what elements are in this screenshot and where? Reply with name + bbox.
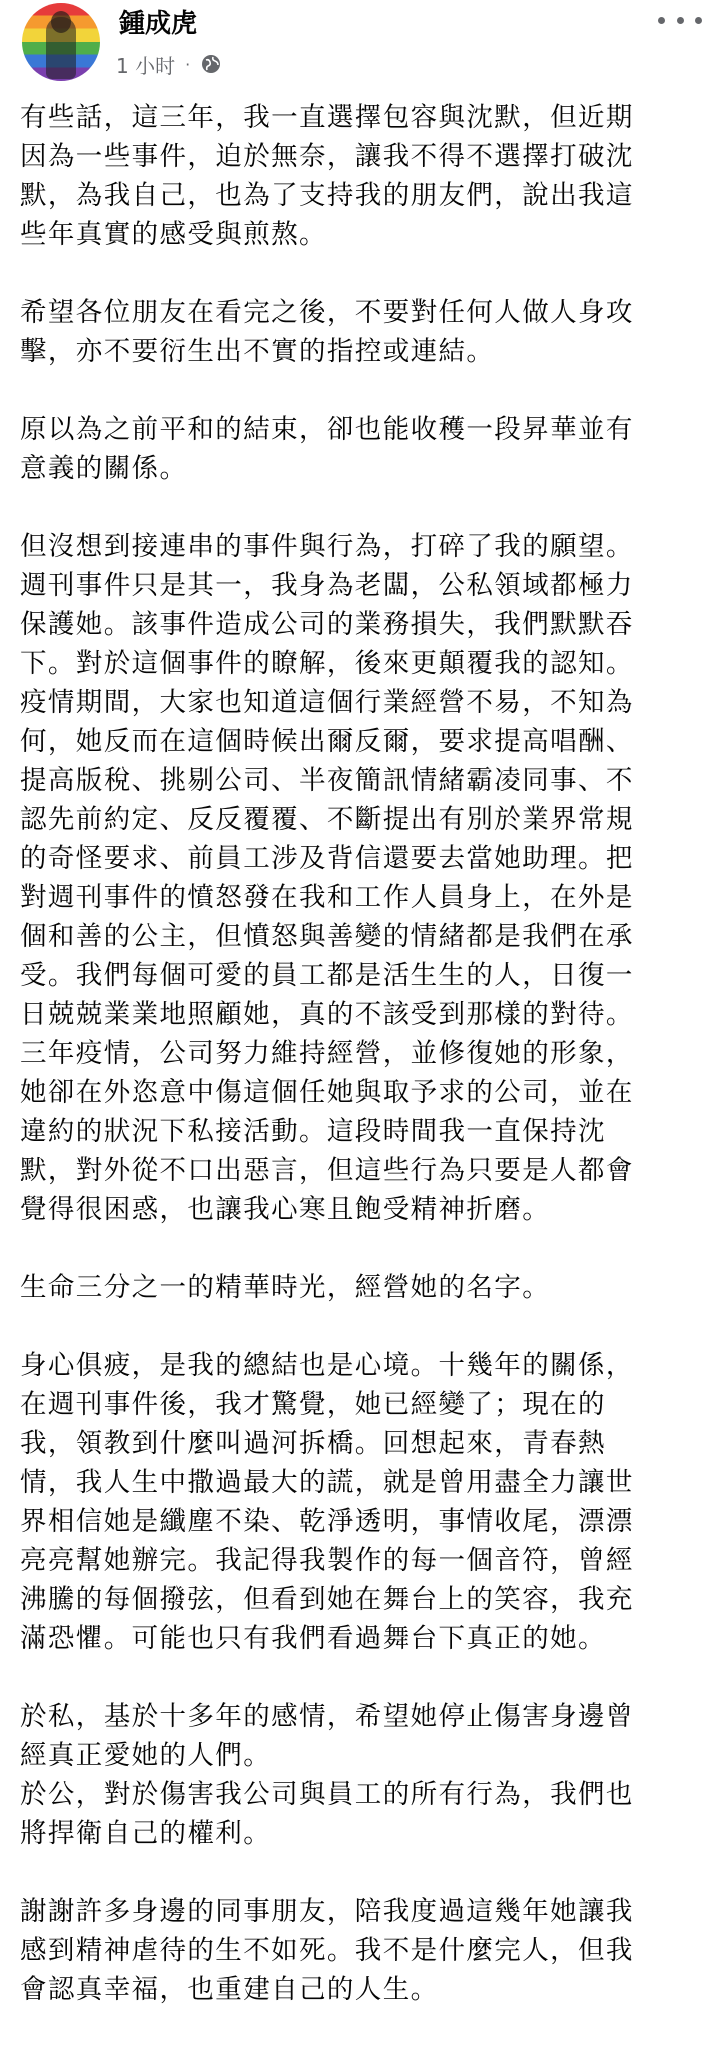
post-paragraph: 謝謝許多身邊的同事朋友，陪我度過這幾年她讓我 感到精神虐待的生不如死。我不是什麼完人，但我 會認真幸福，也重建自己的人生。	[20, 1896, 634, 2005]
more-dots-icon[interactable]	[658, 10, 702, 30]
post-paragraph: 有些話，這三年，我一直選擇包容與沈默，但近期 因為一些事件，迫於無奈，讓我不得不選擇打破沈 默，為我自己，也為了支持我的朋友們，說出我這 些年真實的感受與煎熬。	[20, 102, 634, 250]
globe-icon[interactable]	[200, 53, 222, 75]
avatar-head	[51, 11, 71, 33]
post-paragraph: 於公，對於傷害我公司與員工的所有行為，我們也 將捍衛自己的權利。	[20, 1779, 634, 1849]
post-paragraph: 身心俱疲，是我的總結也是心境。十幾年的關係， 在週刊事件後，我才驚覺，她已經變了；現在的 我，領教到什麼叫過河拆橋。回想起來，青春熱 情，我人生中撒過最大的謊，就是曾用盡全力讓世 界相信她是纖塵不染、乾淨透明，事情收尾，漂漂 亮亮幫她辦完。我記得我製作的每一個音符，曾經 沸騰的每個撥弦，但看到她在舞台上的笑容，我充 滿恐懼。可能也只有我們看過舞台下真正的她。	[20, 1350, 634, 1654]
post-header	[0, 0, 720, 92]
post-paragraph: 但沒想到接連串的事件與行為，打碎了我的願望。 週刊事件只是其一，我身為老闆，公私領域都極力 保護她。該事件造成公司的業務損失，我們默默吞 下。對於這個事件的瞭解，後來更顛覆我的認知。 疫情期間，大家也知道這個行業經營不易，不知為 何，她反而在這個時候出爾反爾，要求提高唱酬、 提高版稅、挑剔公司、半夜簡訊情緒霸凌同事、不 認先前約定、反反覆覆、不斷提出有別於業界常規 的奇怪要求、前員工涉及背信還要去當她助理。把 對週刊事件的憤怒發在我和工作人員身上，在外是 個和善的公主，但憤怒與善變的情緒都是我們在承 受。我們每個可愛的員工都是活生生的人，日復一 日兢兢業業地照顧她，真的不該受到那樣的對待。 三年疫情，公司努力維持經營，並修復她的形象， 她卻在外恣意中傷這個任她與取予求的公司，並在 違約的狀況下私接活動。這段時間我一直保持沈 默，對外從不口出惡言，但這些行為只要是人都會 覺得很困惑，也讓我心寒且飽受精神折磨。	[20, 531, 634, 1225]
post-paragraph: 生命三分之一的精華時光，經營她的名字。	[20, 1272, 551, 1303]
meta-separator: ·	[185, 54, 191, 74]
post-timestamp[interactable]: 1 小时	[116, 53, 176, 78]
dot	[677, 17, 684, 24]
post-paragraph: 原以為之前平和的結束，卻也能收穫一段昇華並有 意義的關係。	[20, 414, 634, 484]
post-body	[20, 98, 710, 2048]
author-avatar[interactable]	[22, 3, 100, 81]
post-paragraph: 希望各位朋友在看完之後，不要對任何人做人身攻 擊，亦不要衍生出不實的指控或連結。	[20, 297, 634, 367]
post-meta	[116, 50, 222, 78]
post-paragraph: 於私，基於十多年的感情，希望她停止傷害身邊曾 經真正愛她的人們。	[20, 1701, 634, 1771]
author-name[interactable]: 鍾成虎	[119, 9, 198, 39]
dot	[658, 17, 665, 24]
dot	[695, 17, 702, 24]
